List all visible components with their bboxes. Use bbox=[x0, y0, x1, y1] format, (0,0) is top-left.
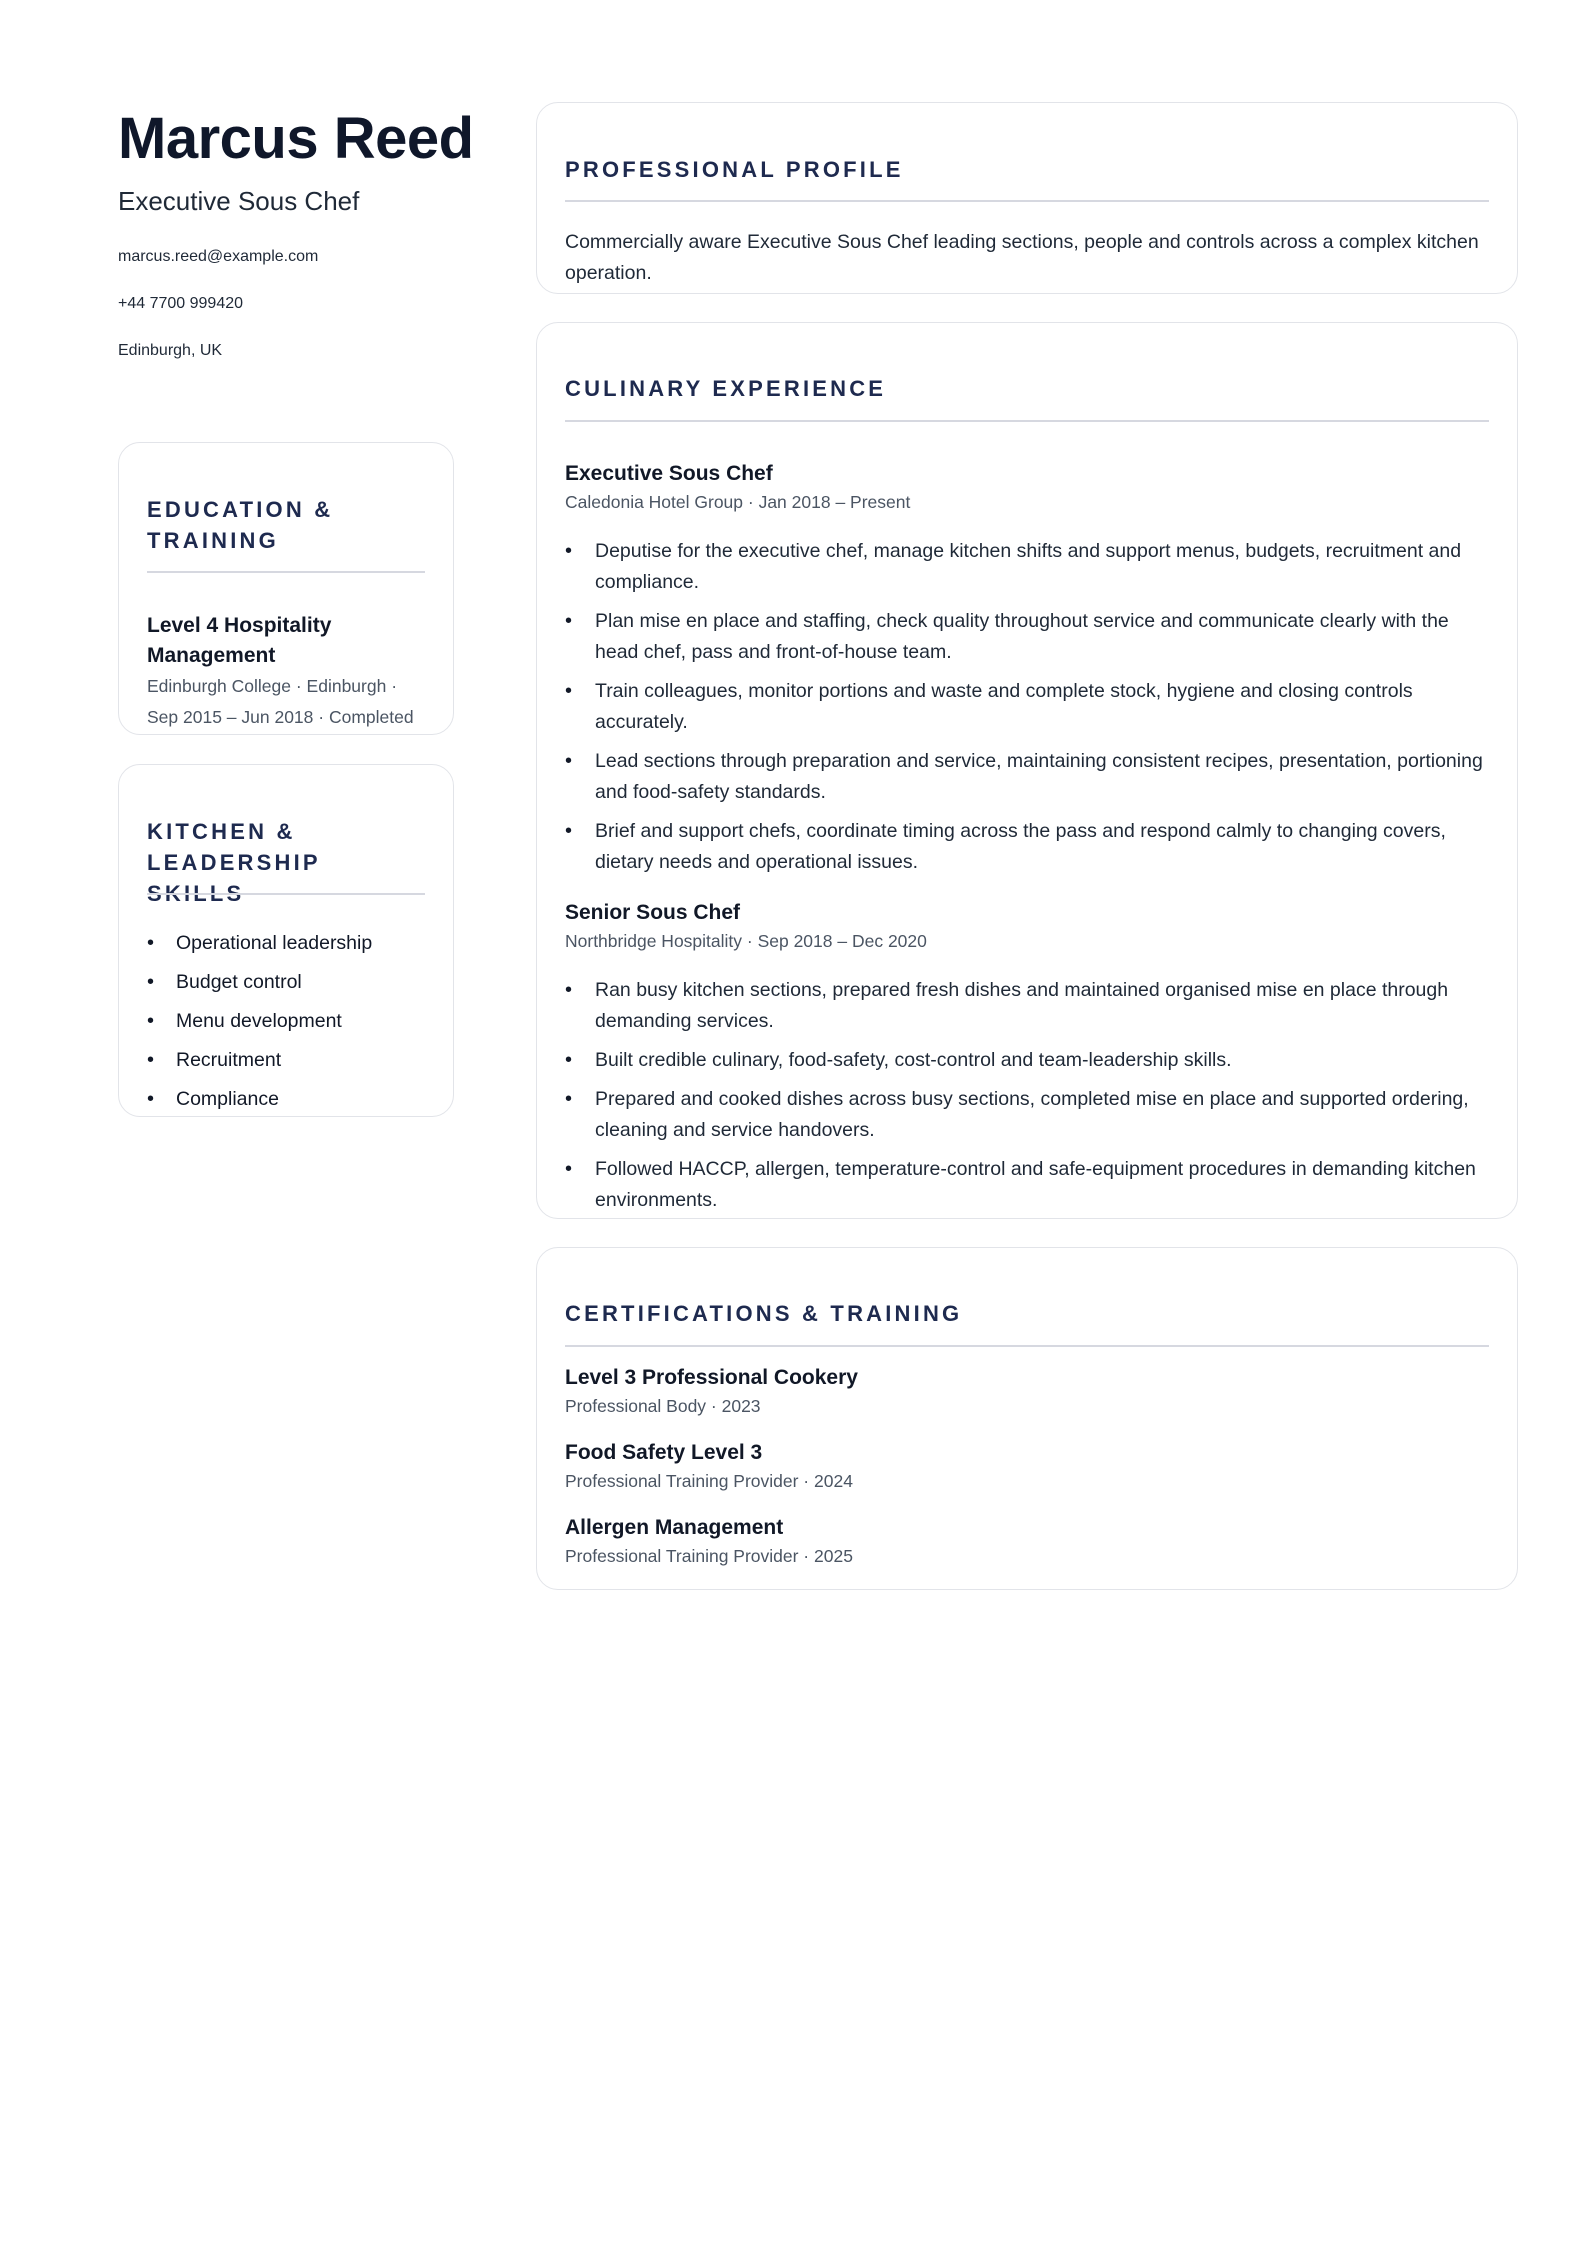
contact-email[interactable]: marcus.reed@example.com bbox=[118, 248, 319, 265]
skills-heading: KITCHEN & LEADERSHIP SKILLS bbox=[147, 819, 321, 906]
education-item-meta-institution: Edinburgh College · Edinburgh · bbox=[147, 676, 398, 696]
profile-card bbox=[536, 102, 1518, 294]
job-bullet: • Prepared and cooked dishes across busy sections, completed mise en place and supported ordering, cleaning and service handovers. bbox=[565, 1084, 1489, 1146]
certification-meta: Professional Body · 2023 bbox=[565, 1396, 761, 1416]
skill-item: • Compliance bbox=[147, 1084, 425, 1123]
skill-item: • Menu development bbox=[147, 1006, 425, 1045]
education-card bbox=[118, 442, 454, 735]
education-item-meta-dates: Sep 2015 – Jun 2018 · Completed bbox=[147, 707, 414, 727]
contact-location: Edinburgh, UK bbox=[118, 342, 223, 359]
certification-item bbox=[565, 1438, 1489, 1495]
job-title: Senior Sous Chef bbox=[565, 901, 741, 924]
job-bullet: • Lead sections through preparation and service, maintaining consistent recipes, presentation, portioning and food-safety standards. bbox=[565, 746, 1489, 808]
profile-heading: PROFESSIONAL PROFILE bbox=[565, 157, 904, 182]
certifications-divider bbox=[565, 1345, 1489, 1347]
candidate-name: Marcus Reed bbox=[118, 106, 474, 171]
profile-summary: Commercially aware Executive Sous Chef leading sections, people and controls across a complex kitchen operation. bbox=[565, 231, 1479, 284]
education-item-title: Level 4 Hospitality Management bbox=[147, 614, 332, 667]
certification-title: Level 3 Professional Cookery bbox=[565, 1366, 858, 1389]
job-bullet: • Built credible culinary, food-safety, cost-control and team-leadership skills. bbox=[565, 1045, 1489, 1076]
job-bullet: • Followed HACCP, allergen, temperature-control and safe-equipment procedures in demanding kitchen environments. bbox=[565, 1154, 1489, 1216]
job-meta: Caledonia Hotel Group · Jan 2018 – Present bbox=[565, 492, 911, 512]
job-bullet: • Ran busy kitchen sections, prepared fresh dishes and maintained organised mise en place through demanding services. bbox=[565, 975, 1489, 1037]
job-bullet: • Brief and support chefs, coordinate timing across the pass and respond calmly to changing covers, dietary needs and operational issues. bbox=[565, 816, 1489, 878]
contact-phone[interactable]: +44 7700 999420 bbox=[118, 295, 244, 312]
job-bullet: • Plan mise en place and staffing, check quality throughout service and communicate clearly with the head chef, pass and front-of-house team. bbox=[565, 606, 1489, 668]
skill-item: • Budget control bbox=[147, 967, 425, 1006]
candidate-role: Executive Sous Chef bbox=[118, 186, 360, 216]
education-heading: EDUCATION & TRAINING bbox=[147, 497, 334, 553]
job-bullet: • Deputise for the executive chef, manage kitchen shifts and support menus, budgets, recruitment and compliance. bbox=[565, 536, 1489, 598]
certifications-heading: CERTIFICATIONS & TRAINING bbox=[565, 1301, 963, 1326]
certification-meta: Professional Training Provider · 2025 bbox=[565, 1546, 853, 1566]
experience-card bbox=[536, 322, 1518, 1219]
certification-title: Allergen Management bbox=[565, 1516, 784, 1539]
job-entry bbox=[565, 898, 1489, 1224]
certification-item bbox=[565, 1363, 1489, 1420]
job-bullets bbox=[565, 536, 1489, 878]
job-entry bbox=[565, 459, 1489, 886]
skill-item: • Recruitment bbox=[147, 1045, 425, 1084]
experience-heading: CULINARY EXPERIENCE bbox=[565, 376, 887, 401]
job-title: Executive Sous Chef bbox=[565, 462, 773, 485]
skills-card bbox=[118, 764, 454, 1117]
profile-divider bbox=[565, 200, 1489, 202]
skills-divider bbox=[147, 893, 425, 895]
certification-item bbox=[565, 1513, 1489, 1570]
job-meta: Northbridge Hospitality · Sep 2018 – Dec 2020 bbox=[565, 931, 927, 951]
job-bullet: • Train colleagues, monitor portions and waste and complete stock, hygiene and closing controls accurately. bbox=[565, 676, 1489, 738]
certification-meta: Professional Training Provider · 2024 bbox=[565, 1471, 853, 1491]
education-divider bbox=[147, 571, 425, 573]
certifications-card bbox=[536, 1247, 1518, 1590]
education-item bbox=[147, 611, 425, 733]
skill-item: • Operational leadership bbox=[147, 928, 425, 967]
experience-divider bbox=[565, 420, 1489, 422]
skills-list bbox=[147, 928, 425, 1123]
certification-title: Food Safety Level 3 bbox=[565, 1441, 763, 1464]
job-bullets bbox=[565, 975, 1489, 1216]
